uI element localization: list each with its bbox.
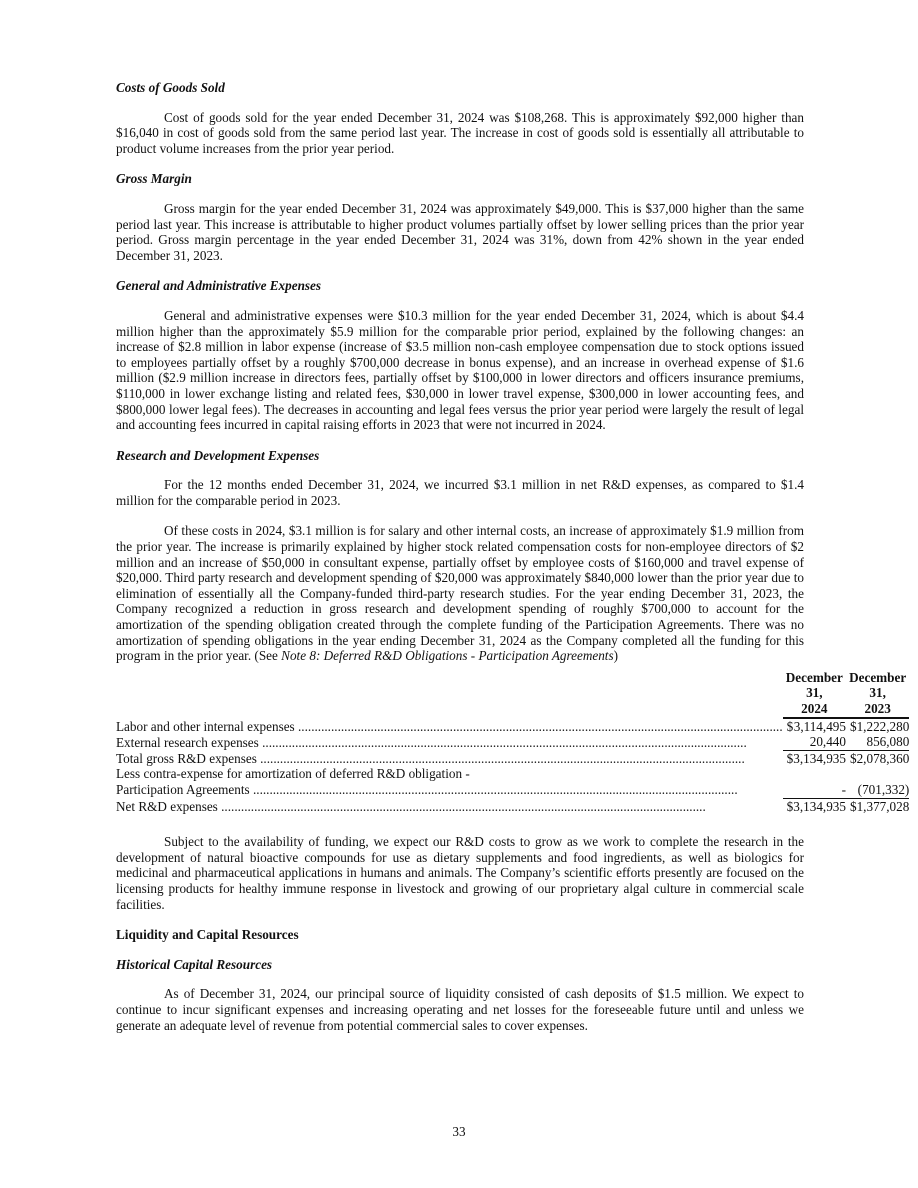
paragraph-rd-3: Subject to the availability of funding, we expect our R&D costs to grow as we work to complete the research in the development of natural bioactive compounds for use as dietary supplements and food ingredients, as well as biologics for medicinal and pharmaceutical applications in humans and animals. The Company’s scientific efforts presently are focused on the licensing products for healthy immune response in livestock and growing of our proprietary algal culture in commercial scale facilities. (116, 834, 804, 912)
row-label: Labor and other internal expenses (116, 718, 295, 734)
paragraph-ga: General and administrative expenses were $10.3 million for the year ended December 31, 2024, which is about $4.4 million higher than the approximately $5.9 million for the comparable prior period, explained by the following changes: an increase of $2.8 million in labor expense (increase of $3.5 million non-cash employee compensation due to stock options issued to employees partially offset by a roughly $700,000 decrease in bonus expense), and an increase in overhead expense of $1.6 million ($2.9 million increase in directors fees, partially offset by $100,000 in lower directors and officers insurance premiums, $110,000 in lower exchange listing and related fees, $30,000 in lower travel expense, $300,000 in lower accounting fees, and $800,000 lower legal fees). The decreases in accounting and legal fees versus the prior year period were largely the result of legal and accounting fees incurred in capital raising efforts in 2023 that were not incurred in 2024. (116, 307, 804, 433)
value-2024: 3,134,935 (793, 798, 846, 814)
row-label: Total gross R&D expenses (116, 750, 257, 766)
heading-liquidity: Liquidity and Capital Resources (116, 927, 299, 943)
table-row-net (116, 798, 909, 814)
table-row (116, 718, 909, 735)
table-header-row (116, 670, 909, 718)
value-2024: - (841, 781, 846, 797)
row-label: Participation Agreements (116, 782, 250, 798)
note-8-reference: Note 8: Deferred R&D Obligations - Participation Agreements (281, 648, 614, 664)
value-2024: 3,114,495 (793, 718, 846, 734)
currency-symbol (846, 782, 857, 798)
row-label: Net R&D expenses (116, 798, 218, 814)
currency-symbol: $ (786, 718, 794, 734)
currency-symbol (783, 782, 794, 798)
heading-costs-of-goods-sold: Costs of Goods Sold (116, 80, 225, 95)
value-2023: 1,377,028 (856, 798, 910, 814)
value-2024: 20,440 (809, 734, 846, 750)
table-row (116, 782, 909, 798)
heading-gross-margin: Gross Margin (116, 171, 192, 187)
paragraph-gross-margin: Gross margin for the year ended December 31, 2024 was approximately $49,000. This is $37,000 higher than the same period last year. This increase is attributable to higher product volumes partially offset by lower selling prices than the prior year period. Gross margin percentage in the year ended December 31, 2024 was 31%, down from 42% shown in the year ended December 31, 2023. (116, 200, 804, 263)
table-row (116, 734, 909, 750)
currency-symbol: $ (783, 750, 794, 766)
currency-symbol: $ (846, 798, 857, 814)
heading-research-development: Research and Development Expenses (116, 447, 320, 463)
currency-symbol: $ (783, 798, 794, 814)
table-row-total-gross (116, 750, 909, 766)
row-label: Less contra-expense for amortization of deferred R&D obligation - (116, 766, 470, 782)
paragraph-rd-2 (116, 523, 804, 663)
page-number: 33 (452, 1124, 466, 1139)
column-header-2023: December 31, 2023 (846, 670, 909, 718)
currency-symbol: $ (849, 718, 857, 734)
value-2023: (701,332) (857, 781, 910, 797)
currency-symbol (846, 734, 857, 750)
table-row (116, 766, 909, 782)
heading-general-administrative: General and Administrative Expenses (116, 278, 322, 294)
heading-historical-capital: Historical Capital Resources (116, 956, 273, 972)
paragraph-rd-1: For the 12 months ended December 31, 2024, we incurred $3.1 million in net R&D expenses, as compared to $1.4 million for the comparable period in 2023. (116, 477, 804, 508)
rd-expenses-table (116, 670, 909, 814)
row-label: External research expenses (116, 734, 259, 750)
paragraph-rd-2-text: Of these costs in 2024, $3.1 million is for salary and other internal costs, an increase of approximately $1.9 million from the prior year. The increase is primarily explained by higher stock related compensation costs for non-employee directors of $2 million and an increase of $50,000 in consultant expense, partially offset by employee costs of $160,000 and travel expense of $20,000. Third party research and development spending of $20,000 was approximately $840,000 lower than the prior year due to elimination of essentially all the Company-funded third-party research studies. For the year ending December 31, 2023, the Company recognized a reduction in gross research and development spending of roughly $700,000 to account for the amortization of the spending obligation created through the complete funding of the Participation Agreements. There was no amortization of spending obligations in the year ending December 31, 2024 as the Company completed all the funding for this program in the prior year. (See (116, 523, 804, 664)
value-2023: 856,080 (866, 734, 910, 750)
value-2024: 3,134,935 (793, 750, 846, 766)
currency-symbol (783, 734, 794, 750)
currency-symbol: $ (846, 750, 857, 766)
column-header-2024: December 31, 2024 (783, 670, 846, 718)
paragraph-rd-2-end: ) (613, 648, 619, 664)
document-page (116, 80, 910, 1033)
value-2023: 1,222,280 (856, 718, 910, 734)
paragraph-liquidity: As of December 31, 2024, our principal source of liquidity consisted of cash deposits of $1.5 million. We expect to continue to incur significant expenses and increasing operating and net losses for the foreseeable future until and unless we generate an adequate level of revenue from potential commercial sales to cover expenses. (116, 986, 804, 1033)
paragraph-cogs: Cost of goods sold for the year ended December 31, 2024 was $108,268. This is approximately $92,000 higher than $16,040 in cost of goods sold from the same period last year. The increase in cost of goods sold is essentially all attributable to product volume increases from the prior year period. (116, 109, 804, 156)
value-2023: 2,078,360 (856, 750, 910, 766)
